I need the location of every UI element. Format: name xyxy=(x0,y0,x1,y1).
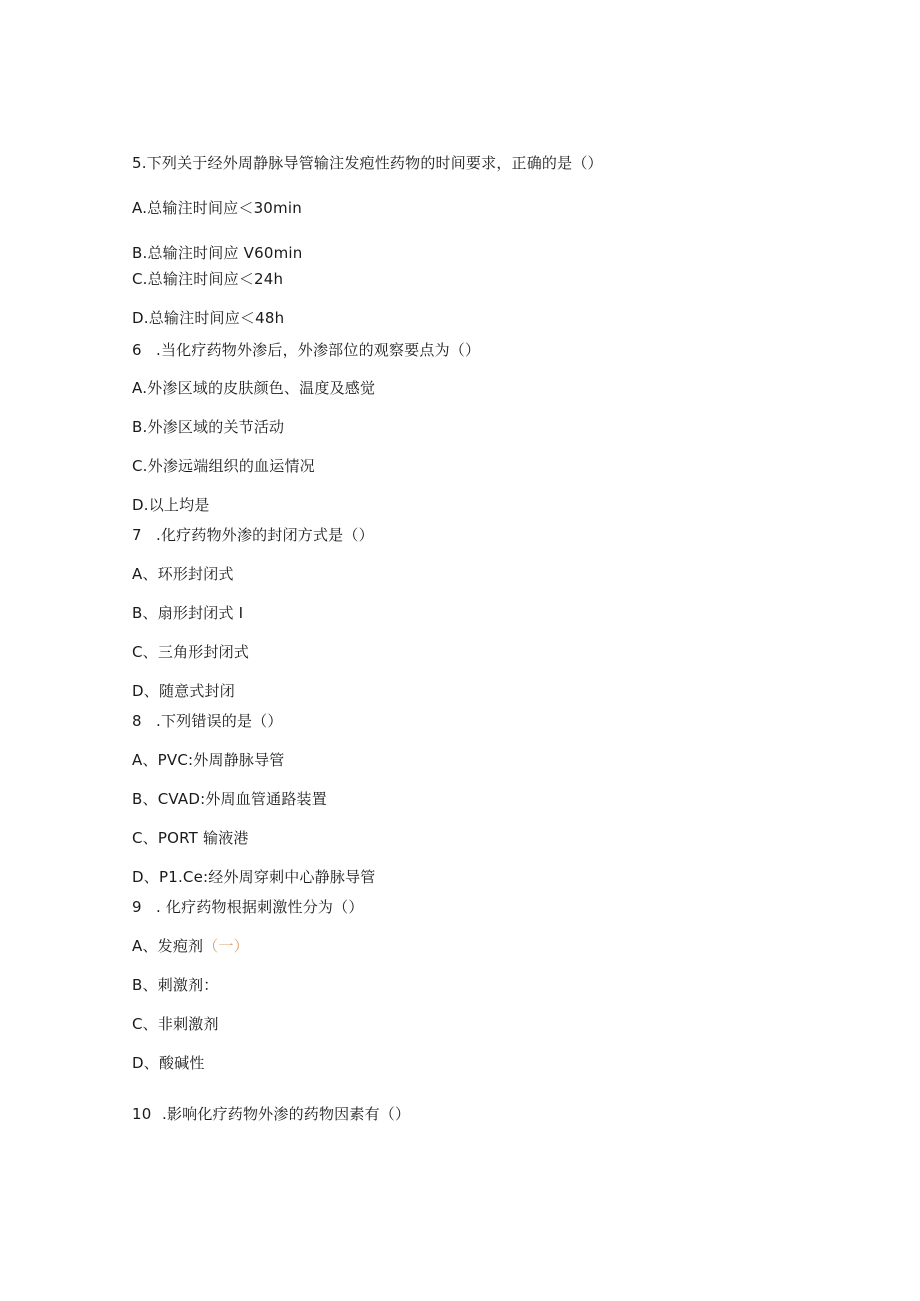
question-8-heading xyxy=(132,711,283,731)
question-6-number: 6 xyxy=(132,341,142,359)
question-9-option-a xyxy=(132,936,249,956)
question-7-number: 7 xyxy=(132,526,142,544)
question-5-option-d: D.总输注时间应＜48h xyxy=(132,309,285,327)
question-8-number: 8 xyxy=(132,712,142,730)
question-5-option-a: A.总输注时间应＜30min xyxy=(132,199,302,217)
question-6-heading xyxy=(132,340,480,360)
question-6-stem: .当化疗药物外渗后，外渗部位的观察要点为（） xyxy=(156,341,481,359)
question-9-stem: . 化疗药物根据刺激性分为（） xyxy=(156,898,364,916)
question-7-option-b: B、扇形封闭式 I xyxy=(132,604,244,622)
question-9-option-c: C、非刺激剂 xyxy=(132,1015,219,1033)
question-8-option-d: D、P1.Ce:经外周穿刺中心静脉导管 xyxy=(132,868,376,886)
question-6-option-b: B.外渗区域的关节活动 xyxy=(132,418,285,436)
question-10-number: 10 xyxy=(132,1105,152,1123)
question-10-heading xyxy=(132,1104,410,1124)
question-9-option-a-text: A、发疱剂 xyxy=(132,937,204,955)
question-6-option-a: A.外渗区域的皮肤颜色、温度及感觉 xyxy=(132,379,376,397)
question-8-option-a: A、PVC:外周静脉导管 xyxy=(132,751,285,769)
question-8-stem: .下列错误的是（） xyxy=(156,712,283,730)
question-10-stem: .影响化疗药物外渗的药物因素有（） xyxy=(162,1105,411,1123)
question-5-stem: 5.下列关于经外周静脉导管输注发疱性药物的时间要求，正确的是（） xyxy=(132,154,603,172)
question-8-option-b: B、CVAD:外周血管通路装置 xyxy=(132,790,327,808)
question-9-number: 9 xyxy=(132,898,142,916)
question-5-option-b: B.总输注时间应 V60min xyxy=(132,244,303,262)
question-8-option-c: C、PORT 输液港 xyxy=(132,829,249,847)
question-9-option-b: B、刺激剂： xyxy=(132,976,219,994)
question-5-option-c: C.总输注时间应＜24h xyxy=(132,270,284,288)
question-6-option-c: C.外渗远端组织的血运情况 xyxy=(132,457,315,475)
question-9-option-d: D、酸碱性 xyxy=(132,1054,205,1072)
question-9-option-a-mark: （一） xyxy=(203,937,249,955)
question-7-option-c: C、三角形封闭式 xyxy=(132,643,250,661)
question-7-stem: .化疗药物外渗的封闭方式是（） xyxy=(156,526,374,544)
question-7-option-d: D、随意式封闭 xyxy=(132,682,235,700)
question-9-heading xyxy=(132,897,364,917)
question-6-option-d: D.以上均是 xyxy=(132,496,210,514)
question-7-option-a: A、环形封闭式 xyxy=(132,565,234,583)
question-7-heading xyxy=(132,525,374,545)
